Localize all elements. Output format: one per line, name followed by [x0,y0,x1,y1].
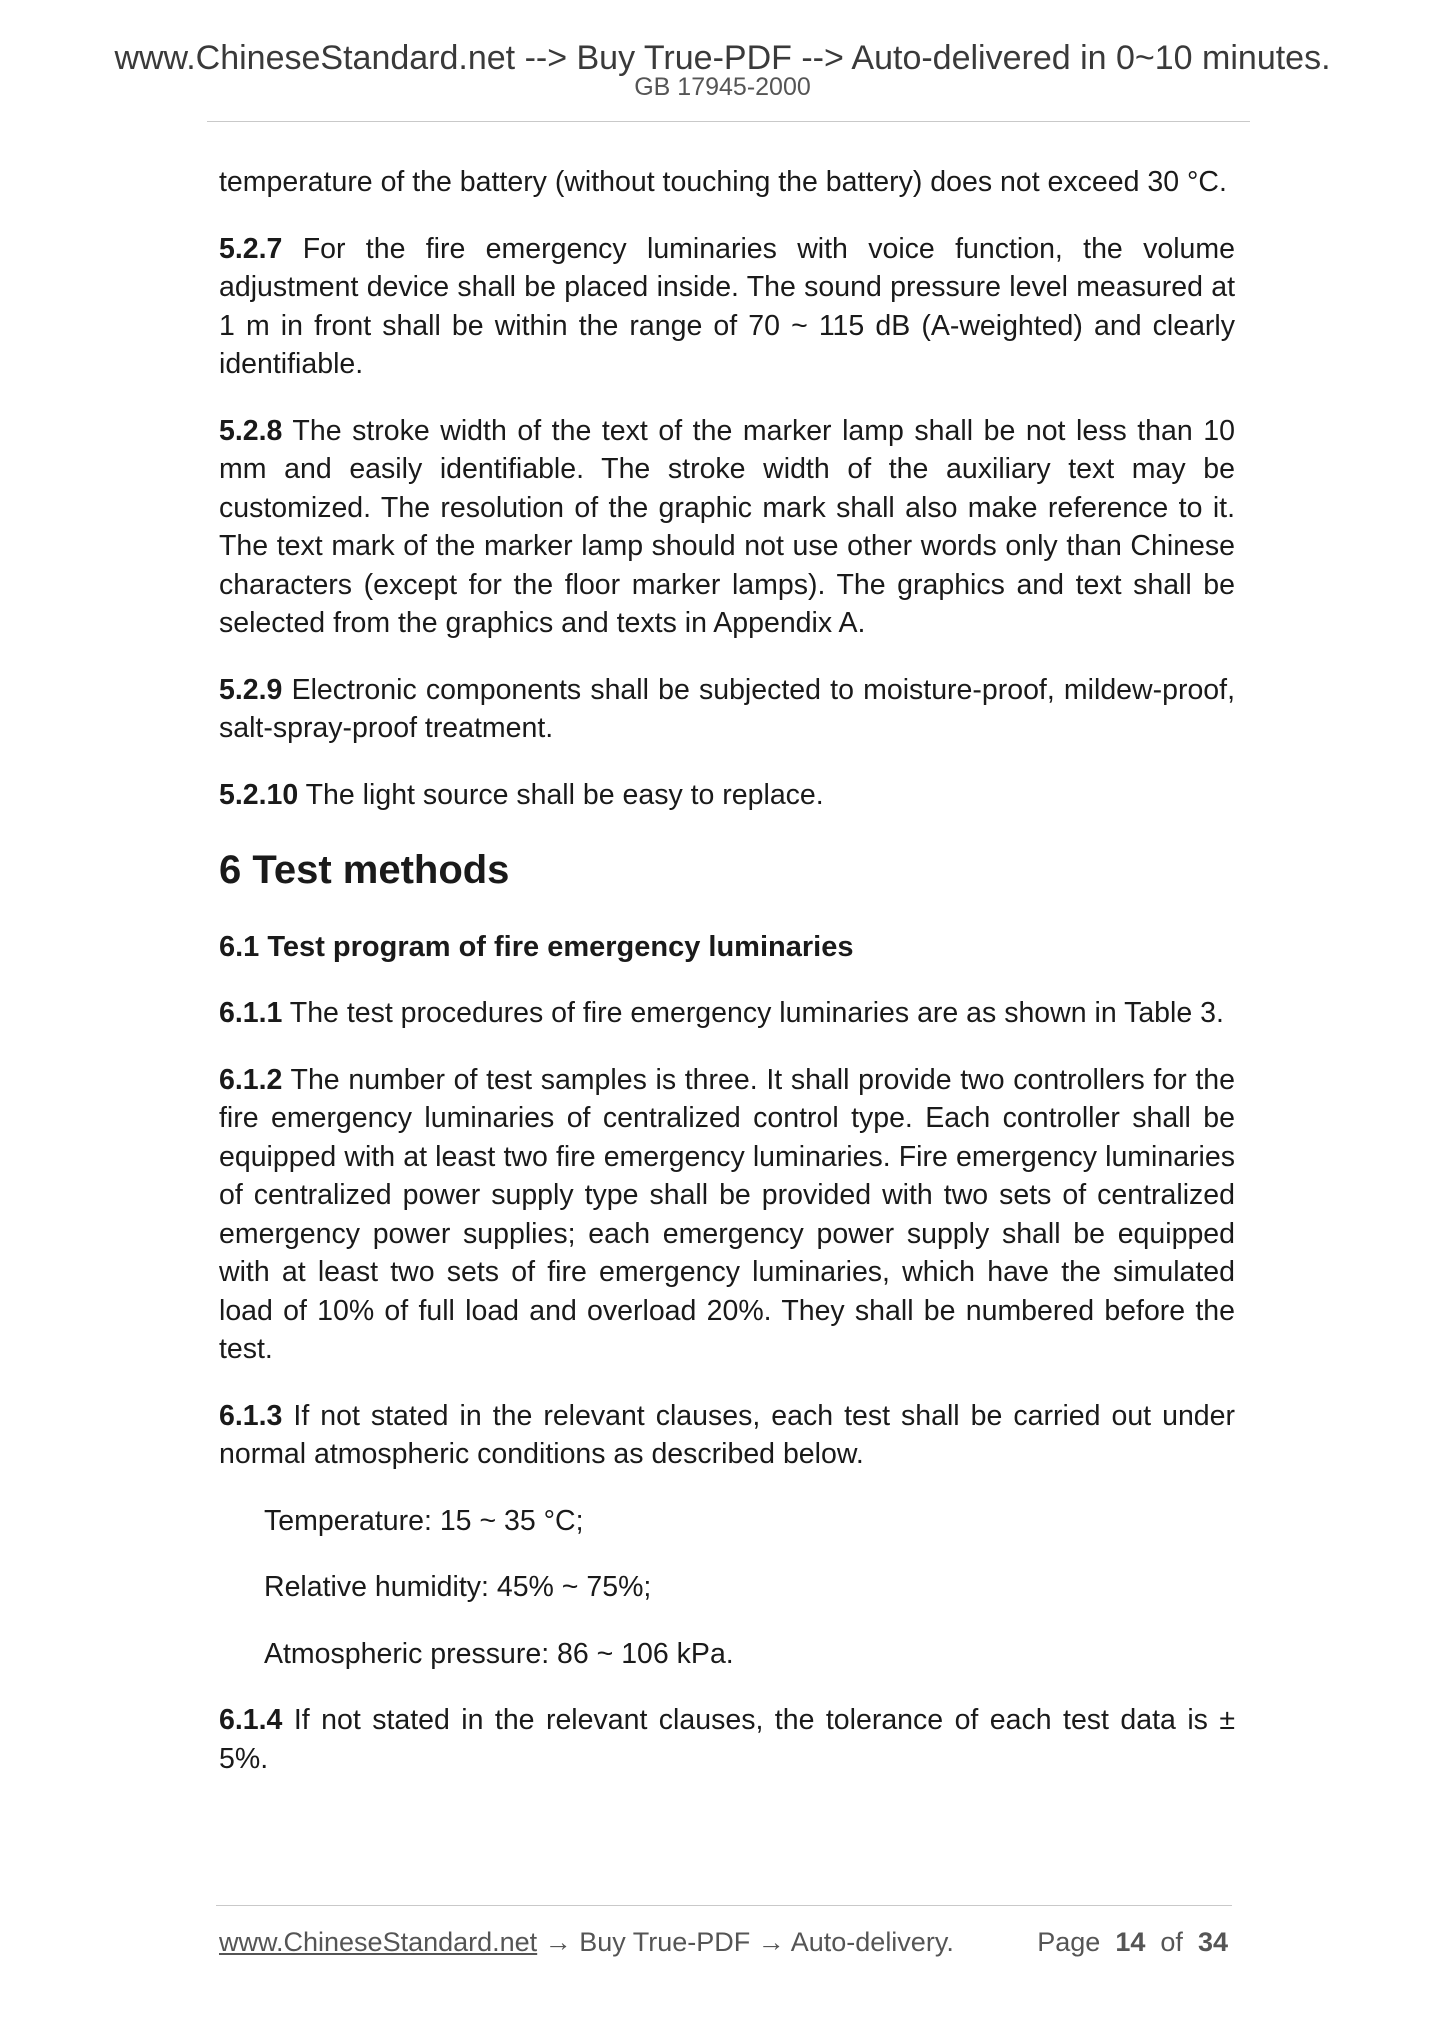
clause-text: The stroke width of the text of the marker lamp shall be not less than 10 mm and easily identifiable. The stroke width of the auxiliary text may be customized. The resolution of the graphic mark shall also make reference to it. The text mark of the marker lamp should not use other words only than Chinese characters (except for the floor marker lamps). The graphics and text shall be selected from the graphics and texts in Appendix A. [219,414,1235,639]
clause-text: For the fire emergency luminaries with voice function, the volume adjustment device shall be placed inside. The sound pressure level measured at 1 m in front shall be within the range of 70 ~ 115 dB (A-weighted) and clearly identifiable. [219,232,1235,380]
page-label: Page [1037,1927,1101,1957]
clause-5-2-10 [219,776,1235,815]
clause-text: The number of test samples is three. It shall provide two controllers for the fire emergency luminaries of centralized control type. Each controller shall be equipped with at least two fire emergency luminaries. Fire emergency luminaries of centralized power supply type shall be provided with two sets of centralized emergency power supplies; each emergency power supply shall be equipped with at least two sets of fire emergency luminaries, which have the simulated load of 10% of full load and overload 20%. They shall be numbered before the test. [219,1063,1235,1365]
page-of-label: of [1160,1927,1183,1957]
clause-text: Electronic components shall be subjected to moisture-proof, mildew-proof, salt-spray-proof treatment. [219,673,1235,744]
clause-5-2-8 [219,412,1235,643]
clause-number: 6.1.4 [219,1704,283,1736]
clause-6-1-3 [219,1397,1235,1474]
condition-pressure: Atmospheric pressure: 86 ~ 106 kPa. [264,1637,734,1670]
clause-5-2-7 [219,230,1235,384]
clause-5-2-9 [219,671,1235,748]
clause-number: 5.2.10 [219,778,299,811]
condition-humidity: Relative humidity: 45% ~ 75%; [264,1571,652,1603]
footer-site-link[interactable]: www.ChineseStandard.net [219,1927,538,1957]
clause-text: If not stated in the relevant clauses, the tolerance of each test data is ± 5%. [219,1704,1235,1775]
clause-number: 5.2.7 [219,232,283,265]
footer-divider [216,1905,1232,1906]
footer-promo-text: → Buy True-PDF → Auto-delivery. [537,1927,954,1957]
clause-text: If not stated in the relevant clauses, each test shall be carried out under normal atmospheric conditions as described below. [219,1399,1235,1470]
condition-temperature: Temperature: 15 ~ 35 °C; [264,1504,584,1537]
header-divider [207,121,1250,122]
clause-number: 5.2.8 [219,414,283,447]
page-indicator [1037,1925,1228,1959]
section-heading-6: 6 Test methods [219,848,510,892]
clause-6-1-4 [219,1701,1235,1778]
paragraph-text: temperature of the battery (without touching the battery) does not exceed 30 °C. [219,166,1227,198]
page-total: 34 [1197,1927,1228,1957]
subsection-heading-6-1: 6.1 Test program of fire emergency luminaries [219,931,854,963]
clause-number: 6.1.3 [219,1399,283,1432]
clause-6-1-2 [219,1061,1235,1369]
header-banner: www.ChineseStandard.net --> Buy True-PDF --> Auto-delivered in 0~10 minutes. [114,39,1331,77]
clause-number: 6.1.2 [219,1063,283,1096]
clause-number: 6.1.1 [219,997,283,1029]
document-body [219,163,1235,1806]
standard-code: GB 17945-2000 [634,73,811,101]
clause-text: The test procedures of fire emergency luminaries are as shown in Table 3. [282,997,1224,1029]
clause-text: The light source shall be easy to replace. [298,778,824,811]
page-current: 14 [1115,1927,1146,1957]
clause-6-1-1 [219,994,1235,1033]
footer-promo [219,1925,954,1959]
paragraph-continuation [219,163,1235,202]
clause-number: 5.2.9 [219,673,283,706]
